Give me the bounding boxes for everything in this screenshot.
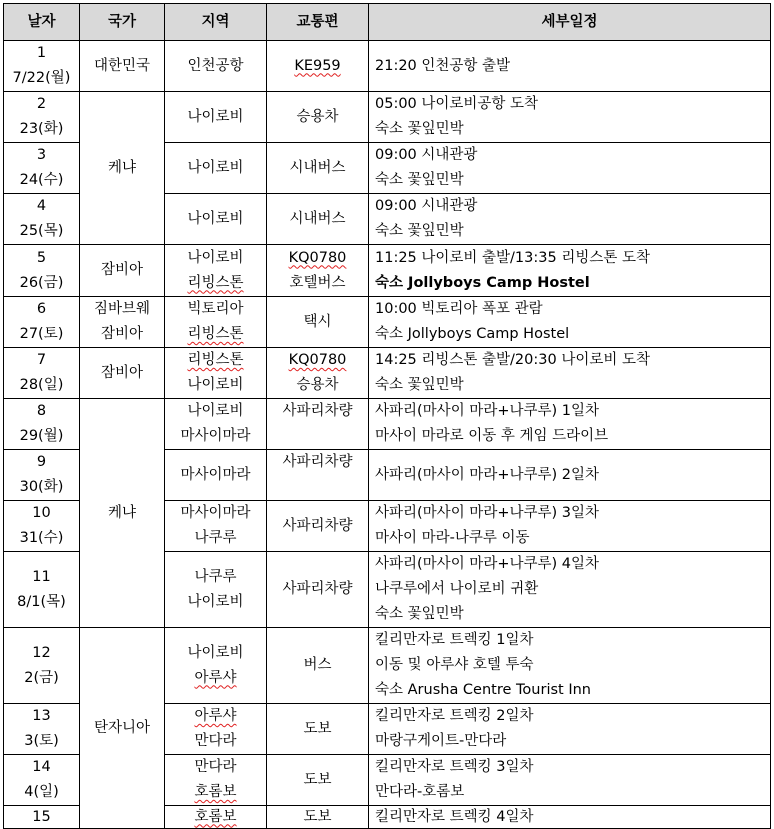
- details-cell: 11:25 나이로비 출발/13:35 리빙스톤 도착 숙소 Jollyboys Camp Hostel: [369, 245, 771, 297]
- transport-cell: 승용차: [267, 92, 369, 143]
- transport-cell: 사파리차량: [267, 552, 369, 628]
- transport-cell: 택시: [267, 297, 369, 348]
- day-cell: 8 29(월): [4, 399, 80, 450]
- header-row: [4, 4, 771, 41]
- details-cell: 킬리만자로 트렉킹 4일차: [369, 806, 771, 829]
- header-region: 지역: [165, 4, 267, 41]
- details-cell: 킬리만자로 트렉킹 3일차 만다라-호롬보: [369, 755, 771, 806]
- details-cell: 09:00 시내관광 숙소 꽃잎민박: [369, 194, 771, 245]
- region-cell: 호롬보: [165, 806, 267, 829]
- day-cell: 12 2(금): [4, 628, 80, 704]
- region-cell: 빅토리아 리빙스톤: [165, 297, 267, 348]
- country-cell: 탄자니아: [80, 628, 165, 829]
- details-cell: 사파리(마사이 마라+나쿠루) 1일차 마사이 마라로 이동 후 게임 드라이브: [369, 399, 771, 450]
- transport-cell: KQ0780 승용차: [267, 348, 369, 399]
- transport-cell: 버스: [267, 628, 369, 704]
- table-row: [4, 628, 771, 704]
- header-details: 세부일정: [369, 4, 771, 41]
- day-cell: 5 26(금): [4, 245, 80, 297]
- country-cell: 잠비아: [80, 245, 165, 297]
- transport-cell: 도보: [267, 704, 369, 755]
- region-cell: 나이로비: [165, 194, 267, 245]
- details-cell: 14:25 리빙스톤 출발/20:30 나이로비 도착 숙소 꽃잎민박: [369, 348, 771, 399]
- region-cell: 인천공항: [165, 41, 267, 92]
- day-cell: 13 3(토): [4, 704, 80, 755]
- country-cell: 대한민국: [80, 41, 165, 92]
- transport-cell: 사파리차량: [267, 399, 369, 450]
- region-cell: 마사이마라 나쿠루: [165, 501, 267, 552]
- region-cell: 나이로비 리빙스톤: [165, 245, 267, 297]
- day-cell: 4 25(목): [4, 194, 80, 245]
- transport-cell: 사파리차량: [267, 501, 369, 552]
- details-cell: 사파리(마사이 마라+나쿠루) 3일차 마사이 마라-나쿠루 이동: [369, 501, 771, 552]
- day-cell: 15: [4, 806, 80, 829]
- table-row: [4, 245, 771, 297]
- country-cell: 케냐: [80, 92, 165, 245]
- table-row: [4, 348, 771, 399]
- day-cell: 6 27(토): [4, 297, 80, 348]
- transport-cell: 사파리차량: [267, 450, 369, 501]
- header-date: 날자: [4, 4, 80, 41]
- country-cell: 짐바브웨 잠비아: [80, 297, 165, 348]
- region-cell: 만다라 호롬보: [165, 755, 267, 806]
- itinerary-table: [3, 3, 771, 829]
- details-cell: 09:00 시내관광 숙소 꽃잎민박: [369, 143, 771, 194]
- day-cell: 3 24(수): [4, 143, 80, 194]
- details-cell: 21:20 인천공항 출발: [369, 41, 771, 92]
- day-cell: 11 8/1(목): [4, 552, 80, 628]
- details-cell: 킬리만자로 트렉킹 2일차 마랑구게이트-만다라: [369, 704, 771, 755]
- region-cell: 아루샤 만다라: [165, 704, 267, 755]
- transport-cell: 도보: [267, 755, 369, 806]
- country-cell: 잠비아: [80, 348, 165, 399]
- day-cell: 10 31(수): [4, 501, 80, 552]
- region-cell: 나이로비: [165, 92, 267, 143]
- day-cell: 14 4(일): [4, 755, 80, 806]
- transport-cell: 시내버스: [267, 143, 369, 194]
- details-cell: 킬리만자로 트렉킹 1일차 이동 및 아루샤 호텔 투숙 숙소 Arusha Centre Tourist Inn: [369, 628, 771, 704]
- table-row: [4, 92, 771, 143]
- transport-cell: 시내버스: [267, 194, 369, 245]
- table-row: [4, 297, 771, 348]
- table-row: [4, 41, 771, 92]
- day-cell: 1 7/22(월): [4, 41, 80, 92]
- details-cell: 10:00 빅토리아 폭포 관람 숙소 Jollyboys Camp Hostel: [369, 297, 771, 348]
- details-cell: 사파리(마사이 마라+나쿠루) 2일차: [369, 450, 771, 501]
- day-cell: 7 28(일): [4, 348, 80, 399]
- header-transport: 교통편: [267, 4, 369, 41]
- region-cell: 리빙스톤 나이로비: [165, 348, 267, 399]
- region-cell: 마사이마라: [165, 450, 267, 501]
- table-row: [4, 399, 771, 450]
- transport-cell: KQ0780 호텔버스: [267, 245, 369, 297]
- region-cell: 나이로비 마사이마라: [165, 399, 267, 450]
- region-cell: 나이로비 아루샤: [165, 628, 267, 704]
- details-cell: 05:00 나이로비공항 도착 숙소 꽃잎민박: [369, 92, 771, 143]
- region-cell: 나쿠루 나이로비: [165, 552, 267, 628]
- country-cell: 케냐: [80, 399, 165, 628]
- details-cell: 사파리(마사이 마라+나쿠루) 4일차 나쿠루에서 나이로비 귀환 숙소 꽃잎민박: [369, 552, 771, 628]
- transport-cell: KE959: [267, 41, 369, 92]
- day-cell: 9 30(화): [4, 450, 80, 501]
- header-country: 국가: [80, 4, 165, 41]
- day-cell: 2 23(화): [4, 92, 80, 143]
- region-cell: 나이로비: [165, 143, 267, 194]
- transport-cell: 도보: [267, 806, 369, 829]
